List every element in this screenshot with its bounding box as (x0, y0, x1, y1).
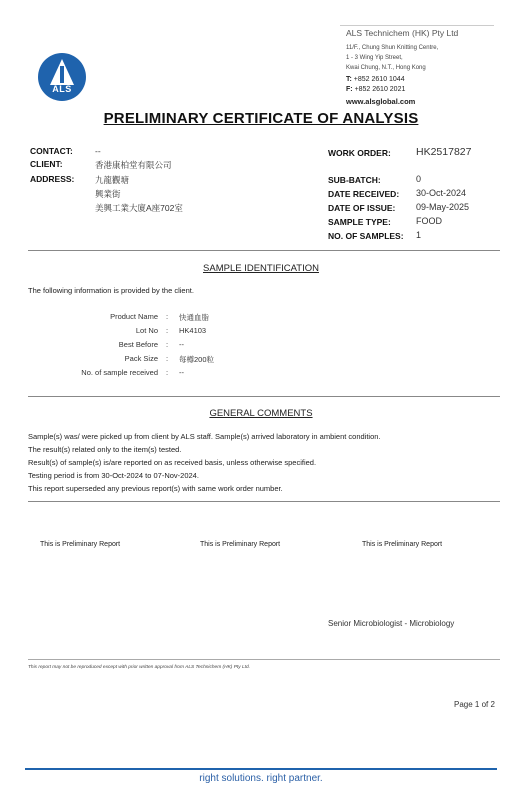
comment-line-1: Sample(s) was/ were picked up from client by ALS staff. Sample(s) arrived laboratory in ambient condition. (28, 432, 381, 441)
comment-line-3: Result(s) of sample(s) is/are reported on as received basis, unless otherwise specified. (28, 458, 317, 467)
als-logo-icon (38, 53, 86, 101)
fax-value: +852 2610 2021 (354, 86, 406, 93)
section-divider (28, 396, 500, 397)
sample-type-label: SAMPLE TYPE: (328, 217, 391, 227)
preliminary-report-note: This is Preliminary Report (200, 541, 281, 548)
company-website: www.alsglobal.com (346, 97, 416, 106)
disclaimer: This report may not be reproduced except with prior written approval from ALS Technichem (HK) Pty Ltd. (28, 665, 250, 670)
fax-label: F: (346, 86, 353, 93)
client-label: CLIENT: (30, 159, 63, 169)
page-title: PRELIMINARY CERTIFICATE OF ANALYSIS (103, 110, 419, 127)
contact-value: -- (95, 146, 101, 156)
separator: : (166, 354, 169, 363)
separator: : (166, 312, 169, 321)
company-name: ALS Technichem (HK) Pty Ltd (346, 28, 459, 38)
tel-label: T: (346, 76, 352, 83)
pack-size-value: 每樽200粒 (179, 355, 215, 364)
footer-divider (28, 659, 500, 660)
date-received-value: 30-Oct-2024 (416, 188, 467, 198)
section-divider (28, 250, 500, 251)
product-name-value: 快通血脂 (179, 313, 209, 322)
sub-batch-label: SUB-BATCH: (328, 175, 381, 185)
comment-line-2: The result(s) related only to the item(s) tested. (28, 445, 182, 454)
lot-no-label: Lot No (135, 326, 158, 335)
separator: : (166, 368, 169, 377)
work-order-value: HK2517827 (416, 146, 472, 158)
company-address-line-1: 11/F., Chung Shun Knitting Centre, (346, 45, 439, 51)
best-before-value: -- (179, 340, 184, 349)
address-line-3: 美興工業大廈A座702室 (95, 203, 183, 213)
address-line-1: 九龍觀塘 (95, 175, 130, 185)
signatory-title: Senior Microbiologist - Microbiology (328, 619, 455, 628)
pack-size-label: Pack Size (124, 354, 158, 363)
date-of-issue-value: 09-May-2025 (416, 202, 470, 212)
num-sample-received-value: -- (179, 368, 184, 377)
sample-identification-intro: The following information is provided by the client. (28, 286, 194, 295)
footer-blue-line (25, 768, 497, 770)
comment-line-4: Testing period is from 30-Oct-2024 to 07-Nov-2024. (28, 471, 199, 480)
date-received-label: DATE RECEIVED: (328, 189, 400, 199)
tagline: right solutions. right partner. (199, 773, 323, 784)
general-comments-heading: GENERAL COMMENTS (209, 408, 313, 419)
preliminary-report-note: This is Preliminary Report (40, 541, 121, 548)
separator: : (166, 340, 169, 349)
contact-label: CONTACT: (30, 146, 73, 156)
separator: : (166, 326, 169, 335)
date-of-issue-label: DATE OF ISSUE: (328, 203, 396, 213)
company-fax (346, 86, 405, 93)
address-label: ADDRESS: (30, 174, 75, 184)
sub-batch-value: 0 (416, 174, 422, 184)
company-address-line-2: 1 - 3 Wing Yip Street, (346, 55, 403, 61)
num-samples-label: NO. OF SAMPLES: (328, 231, 404, 241)
section-divider (28, 501, 500, 502)
company-address-line-3: Kwai Chung, N.T., Hong Kong (346, 65, 426, 71)
address-line-2: 興業街 (95, 189, 121, 199)
work-order-label: WORK ORDER: (328, 148, 391, 158)
sample-identification-heading: SAMPLE IDENTIFICATION (203, 263, 319, 274)
sample-type-value: FOOD (416, 216, 442, 226)
num-samples-value: 1 (416, 230, 422, 240)
num-sample-received-label: No. of sample received (81, 368, 158, 377)
logo-text: ALS (52, 84, 72, 94)
header-divider (340, 25, 494, 26)
product-name-label: Product Name (110, 312, 158, 321)
client-value: 香港康柏堂有限公司 (95, 160, 172, 170)
page-number: Page 1 of 2 (454, 700, 495, 709)
tel-value: +852 2610 1044 (353, 76, 405, 83)
preliminary-report-note: This is Preliminary Report (362, 541, 443, 548)
company-telephone (346, 76, 405, 83)
comment-line-5: This report superseded any previous report(s) with same work order number. (28, 484, 283, 493)
lot-no-value: HK4103 (179, 326, 207, 335)
best-before-label: Best Before (118, 340, 158, 349)
